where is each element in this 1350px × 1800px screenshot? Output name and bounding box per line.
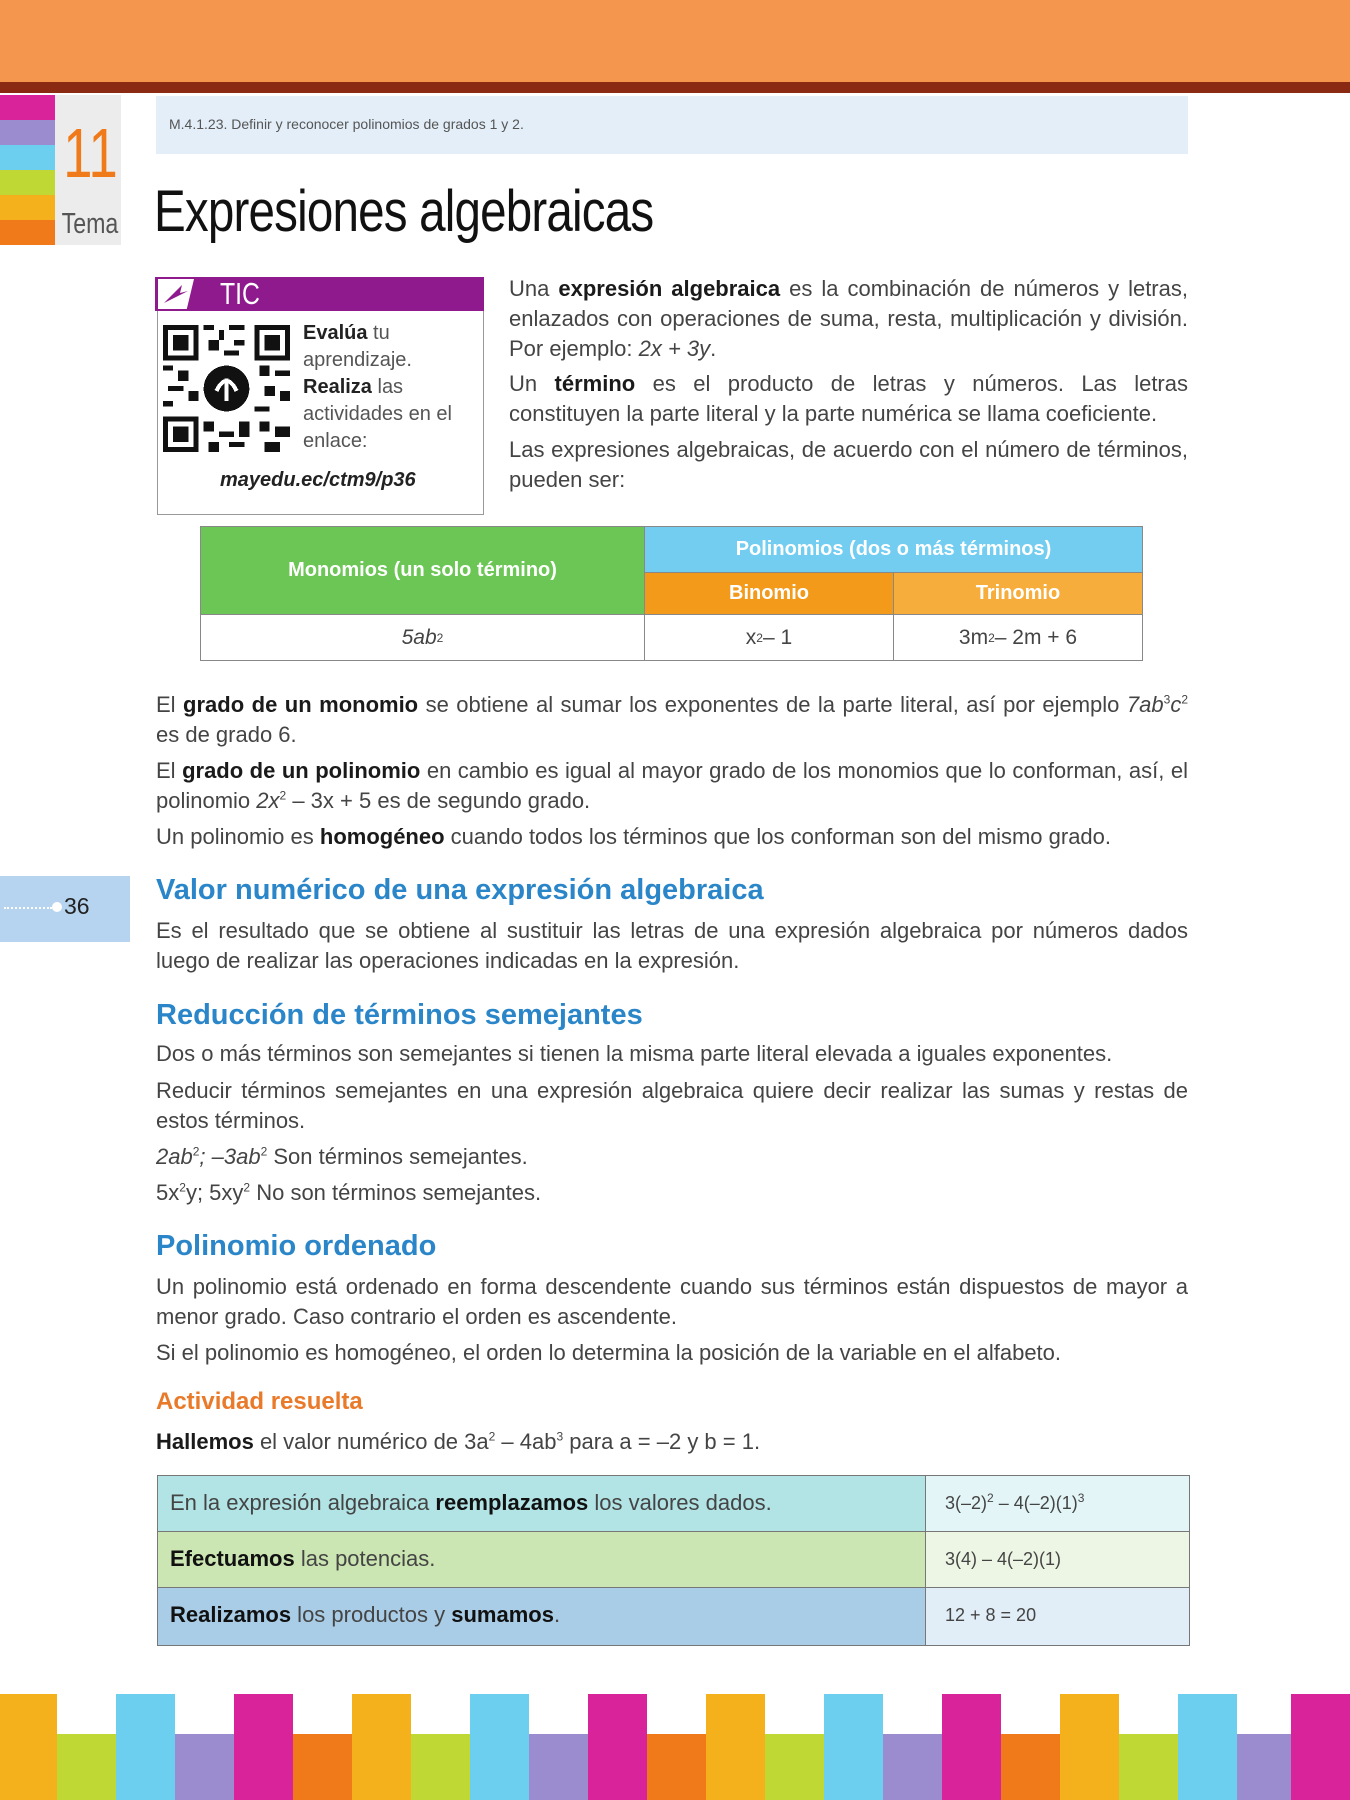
step-row-2 (158, 1532, 1189, 1588)
grado-polinomio-paragraph: El grado de un polinomio en cambio es igual al mayor grado de los monomios que lo conforman, así, el polinomio $2x^2 - 3x + 5$ es de segundo grado. (156, 758, 1188, 813)
binomio-header: Binomio (644, 572, 894, 615)
top-header-band (0, 0, 1350, 82)
step-3-description: Realizamos los productos y sumamos. (158, 1588, 926, 1645)
objective-text: M.4.1.23. Definir y reconocer polinomios de grados 1 y 2. (169, 116, 524, 132)
step-3-result: 12 + 8 = 20 (926, 1588, 1189, 1645)
page-number: 36 (64, 893, 90, 919)
binomio-example: x 2 – 1 (644, 614, 894, 661)
valor-numerico-heading: Valor numérico de una expresión algebraica (156, 874, 764, 906)
page-number-dot (52, 902, 62, 912)
tema-label: Tema (61, 208, 119, 240)
tic-label: TIC (220, 276, 260, 311)
objective-banner (156, 96, 1188, 154)
tema-number: 11 (63, 114, 118, 192)
grado-monomio-paragraph: El grado de un monomio se obtiene al sumar los exponentes de la parte literal, así por ejemplo $7ab^3c^2$ es de grado 6. (156, 692, 1188, 747)
reduccion-heading: Reducción de términos semejantes (156, 999, 643, 1031)
intro-paragraph-3: Las expresiones algebraicas, de acuerdo con el número de términos, pueden ser: (509, 437, 1188, 492)
solution-steps-table (157, 1475, 1190, 1646)
homogeneo-paragraph: Un polinomio es homogéneo cuando todos los términos que los conforman son del mismo grado. (156, 824, 1112, 849)
tic-link[interactable]: mayedu.ec/ctm9/p36 (220, 469, 416, 491)
qr-code-icon[interactable] (163, 325, 290, 452)
valor-numerico-text: Es el resultado que se obtiene al sustituir las letras de una expresión algebraica por números dados luego de realizar las operaciones indicadas en la expresión. (156, 918, 1188, 973)
ordenado-paragraph-2: Si el polinomio es homogéneo, el orden lo determina la posición de la variable en el alfabeto. (156, 1340, 1062, 1365)
trinomio-example: 3m 2 – 2m + 6 (893, 614, 1143, 661)
actividad-statement: Hallemos el valor numérico de $3a^2 - 4ab^3$ para a = –2 y b = 1. (156, 1429, 761, 1454)
tic-description: Evalúa tu aprendizaje. Realiza las actividades en el enlace: (303, 322, 452, 452)
step-2-description: Efectuamos las potencias. (158, 1532, 926, 1587)
page-number-dots (4, 907, 52, 909)
page-title: Expresiones algebraicas (154, 179, 654, 244)
step-row-3 (158, 1588, 1189, 1645)
ordenado-paragraph-1: Un polinomio está ordenado en forma descendente cuando sus términos están dispuestos de mayor a menor grado. Caso contrario el orden es ascendente. (156, 1274, 1188, 1329)
ordenado-heading: Polinomio ordenado (156, 1230, 437, 1262)
monomios-header: Monomios (un solo término) (200, 526, 645, 615)
top-header-line (0, 82, 1350, 93)
polinomios-header: Polinomios (dos o más términos) (644, 526, 1143, 573)
semejantes-example: $2ab^2$; $-3ab^2$ Son términos semejantes. (156, 1144, 528, 1169)
monomio-example: 5ab 2 (200, 614, 645, 661)
color-strip (0, 95, 55, 245)
reduccion-paragraph-2: Reducir términos semejantes en una expresión algebraica quiere decir realizar las sumas y restas de estos términos. (156, 1078, 1188, 1133)
tic-header (155, 277, 484, 311)
step-1-result: $3(-2)^2 - 4(-2)(1)^3$ (926, 1476, 1189, 1531)
no-semejantes-example: $5x^2y$; $5xy^2$ No son términos semejantes. (156, 1180, 542, 1205)
bottom-decorative-bars (0, 1694, 1350, 1800)
step-row-1 (158, 1476, 1189, 1532)
step-1-description: En la expresión algebraica reemplazamos los valores dados. (158, 1476, 926, 1531)
actividad-heading: Actividad resuelta (156, 1388, 363, 1415)
intro-paragraph-1: Una expresión algebraica es la combinación de números y letras, enlazados con operaciones de suma, resta, multiplicación y división. Por ejemplo: 2x + 3y. (509, 276, 1188, 361)
step-2-result: 3(4) – 4(–2)(1) (926, 1532, 1189, 1587)
intro-paragraph-2: Un término es el producto de letras y números. Las letras constituyen la parte literal y la parte numérica se llama coeficiente. (509, 371, 1188, 426)
reduccion-paragraph-1: Dos o más términos son semejantes si tienen la misma parte literal elevada a iguales exponentes. (156, 1041, 1113, 1066)
trinomio-header: Trinomio (893, 572, 1143, 615)
